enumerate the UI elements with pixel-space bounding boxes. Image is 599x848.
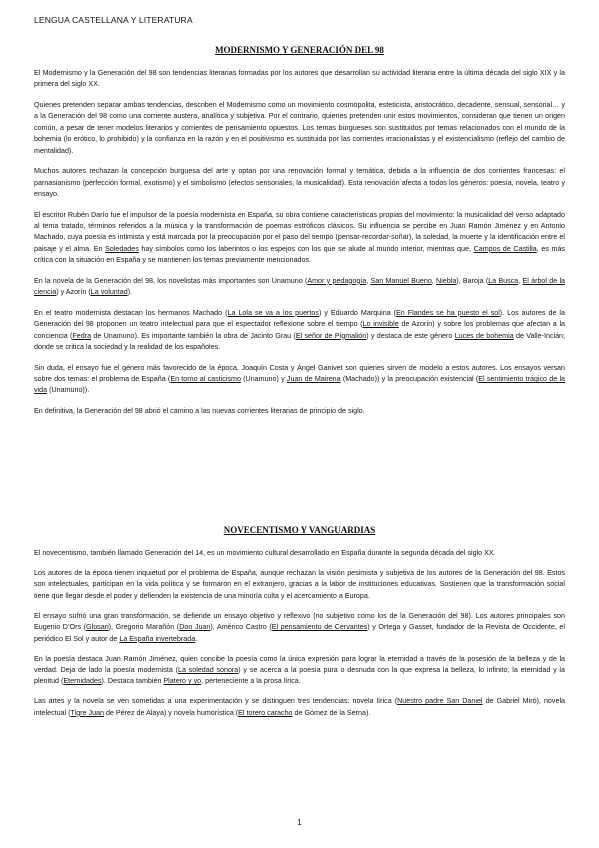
text-run: El Modernismo y la Generación del 98 son tendencias literarias formadas por los autores que desarrollan su actividad literaria entre la última década del siglo XIX y la primera del siglo XX. xyxy=(34,69,565,89)
text-run: ), Baroja ( xyxy=(456,276,489,285)
paragraph xyxy=(34,363,565,397)
work-title: Don Juan xyxy=(179,623,211,632)
paragraph xyxy=(34,308,565,354)
text-run: ) y se acerca a la poesía pura o desnuda con la que expresa la belleza, lo infinito, la eternidad y la plenitud ( xyxy=(34,666,565,686)
text-run: El novecentismo, también llamado Generación del 14, es un movimiento cultural desarrollado en España durante la segunda década del siglo XX. xyxy=(34,549,496,557)
text-run: , es más crítica con la situación en España y se mantienen los temas previamente mencionados. xyxy=(34,244,566,265)
paragraph xyxy=(34,100,565,157)
work-title: Juan de Mairena xyxy=(286,375,341,384)
section-modernismo xyxy=(34,68,565,427)
text-run: Muchos autores rechazan la concepción burguesa del arte y optan por una renovación formal y temática, debida a la influencia de dos corrientes francesas: el parnasianismo (perfección formal, exotismo) y el simbolismo (efectos sensoriales, la musicalidad). Esta renovación afecta a todos los géneros: poesía, novela, teatro y ensayo. xyxy=(34,167,565,199)
work-title: Campos de Castilla xyxy=(473,244,537,253)
work-title: La Lola se va a los puertos xyxy=(227,308,319,317)
work-title: La soledad sonora xyxy=(177,666,239,675)
paragraph xyxy=(34,68,565,91)
page-header: LENGUA CASTELLANA Y LITERATURA xyxy=(34,15,193,25)
work-title: En torno al casticismo xyxy=(170,375,241,384)
text-run: Quienes pretenden separar ambas tendencias, describen el Modernismo como un movimiento cosmopolita, esteticista, aristocrático, decadente, sensual, sensorial… y a la Generación del 98 como una corriente austera, analítica y subjetiva. Por el contrario, quienes pretenden unir estos movimientos, consideran que tienen un origen común, a pesar de tener modelos literarios y corrientes de pensamiento opuestos. Los temas burgueses son sustituidos por temas relacionados con el mundo de la bohemia (lo erótico, lo prohibido) y la confianza en la razón y en el positivismo es sustituida por las corrientes irracionalistas y el existencialismo (reflejo del cambio de mentalidad). xyxy=(34,101,565,155)
work-title: La España invertebrada xyxy=(119,634,196,643)
text-run: ) y Ortega y Gasset, fundador de la Revista de Occidente, el periódico El Sol y autor de xyxy=(34,623,565,643)
paragraph xyxy=(34,406,565,417)
text-run: de Unamuno). Es importante también la obra de Jacinto Grau ( xyxy=(91,331,296,340)
text-run: En la poesía destaca Juan Ramón Jiménez, quien concibe la poesía como la única expresión para lograr la eternidad a través de la posesión de la belleza y de la verdad. Deja de lado la poesía modernista ( xyxy=(34,654,565,675)
text-run: ). Los autores de la Generación del 98 proponen un teatro intelectual para que el espectador reflexione sobre el tiempo ( xyxy=(34,308,565,329)
work-title: El torero caracho xyxy=(238,708,293,717)
text-run: , perteneciente a la prosa lírica. xyxy=(201,677,301,686)
text-run: hay símbolos como los laberintos o los espejos con los que se alude al mundo interior, mientras que, xyxy=(138,244,474,253)
text-run: En el teatro modernista destacan los hermanos Machado ( xyxy=(34,308,228,317)
paragraph xyxy=(34,696,565,719)
work-title: Luces de bohemia xyxy=(454,331,514,340)
text-run: de Azorín) y sobre los problemas que afectan a la conciencia ( xyxy=(34,320,565,340)
work-title: Platero y yo xyxy=(163,677,202,686)
text-run: de Gómez de la Serna). xyxy=(292,708,371,717)
text-run: de Valle-Inclán; donde se critica la sociedad y la realidad de los españoles. xyxy=(34,331,565,352)
text-run: ). xyxy=(127,288,133,297)
work-title: El pensamiento de Cervantes xyxy=(271,623,368,632)
work-title: Tigre Juan xyxy=(70,708,104,717)
text-run: (Unamuno)). xyxy=(47,386,90,395)
paragraph xyxy=(34,548,565,559)
section-title-novecentismo: NOVECENTISMO Y VANGUARDIAS xyxy=(223,525,376,535)
work-title: Nuestro padre San Daniel xyxy=(397,697,483,706)
text-run: (Unamuno) y xyxy=(240,375,287,384)
work-title: La voluntad xyxy=(90,288,128,297)
page-number: 1 xyxy=(297,818,302,827)
paragraph xyxy=(34,166,565,200)
text-run: ), Gregorio Marañón ( xyxy=(108,623,180,632)
text-run: En la novela de la Generación del 98, los novelistas más importantes son Unamuno ( xyxy=(34,276,308,285)
text-run: El ensayo sufrió una gran transformación, se defiende un ensayo objetivo y reflexivo (no subjetivo como los de la Generación del 98). Los autores principales son Eugenio D’Ors ( xyxy=(34,611,565,632)
work-title: Glosari xyxy=(86,623,109,632)
text-run: El escritor Rubén Darío fue el impulsor de la poesía modernista en España, su obra contiene características propias del movimiento: la musicalidad del verso adaptado al tema tratado, términos referidos a la música y la transformación de poemas estróficos clásicos. Su influencia se percibe en Juan Ramón Jiménez y en Antonio Machado, cuya poesía es intimista y está marcada por la preocupación por el paso del tiempo (pensar-recordar-soñar), la soledad, la muerte y la identificación entre el paisaje y el alma. En xyxy=(34,210,565,253)
section-title-modernismo: MODERNISMO Y GENERACIÓN DEL 98 xyxy=(215,45,384,55)
text-run: ) y destaca de este género xyxy=(366,331,455,340)
section-novecentismo xyxy=(34,548,565,728)
work-title: En Flandes se ha puesto el sol xyxy=(396,308,500,317)
text-run: En definitiva, la Generación del 98 abrió el camino a las nuevas corrientes literarias de principio de siglo. xyxy=(34,407,365,416)
text-run: (Machado)) y la preocupación existencial ( xyxy=(340,375,479,384)
text-run: , xyxy=(518,276,523,285)
work-title: Soledades xyxy=(105,244,139,253)
work-title: Lo invisible xyxy=(362,320,399,329)
text-run: Los autores de la época tienen inquietud por el problema de España, aunque rechazan la visión pesimista y subjetiva de los autores de la Generación del 98. Estos son intelectuales, participan en la vida política y se formaron en el extranjero, gracias a la labor de instituciones educativas. Sostienen que la transformación social tiene que llegar desde el poder y defienden la existencia de una minoría culta y el acercamiento a Europa. xyxy=(34,569,565,600)
paragraph xyxy=(34,276,565,299)
paragraph xyxy=(34,210,565,267)
work-title: Eternidades xyxy=(63,677,102,686)
work-title: Amor y pedagogía xyxy=(307,276,367,285)
text-run: , xyxy=(431,276,437,285)
text-run: ). Destaca también xyxy=(101,677,164,686)
work-title: Niebla xyxy=(436,276,457,285)
paragraph xyxy=(34,654,565,688)
work-title: El sentimiento trágico de la vida xyxy=(34,375,565,395)
work-title: La Busca xyxy=(488,276,519,285)
work-title: El árbol de la ciencia xyxy=(34,276,566,297)
work-title: San Manuel Bueno xyxy=(370,276,432,285)
text-run: . xyxy=(195,634,198,643)
paragraph xyxy=(34,568,565,602)
text-run: Las artes y la novela se ven sometidas a una experimentación y se distinguen tres tendencias: novela lírica ( xyxy=(34,697,398,706)
text-run: de Gabriel Miró), novela intelectual ( xyxy=(34,697,566,717)
text-run: ) y Eduardo Marquina ( xyxy=(318,308,397,317)
text-run: ) y Azorín ( xyxy=(56,288,91,297)
text-run: de Pérez de Alaya) y novela humorística ( xyxy=(104,708,239,717)
paragraph xyxy=(34,611,565,645)
work-title: El señor de Pigmalión xyxy=(295,331,367,340)
text-run: ), Américo Castro ( xyxy=(210,623,272,632)
text-run: , xyxy=(366,276,371,285)
text-run: Sin duda, el ensayo fue el género más favorecido de la época, Joaquín Costa y Ángel Ganivet son quienes sirven de modelo a estos autores. Los ensayos versan sobre dos temas: el problema de España ( xyxy=(34,363,565,384)
work-title: Fedra xyxy=(72,331,92,340)
